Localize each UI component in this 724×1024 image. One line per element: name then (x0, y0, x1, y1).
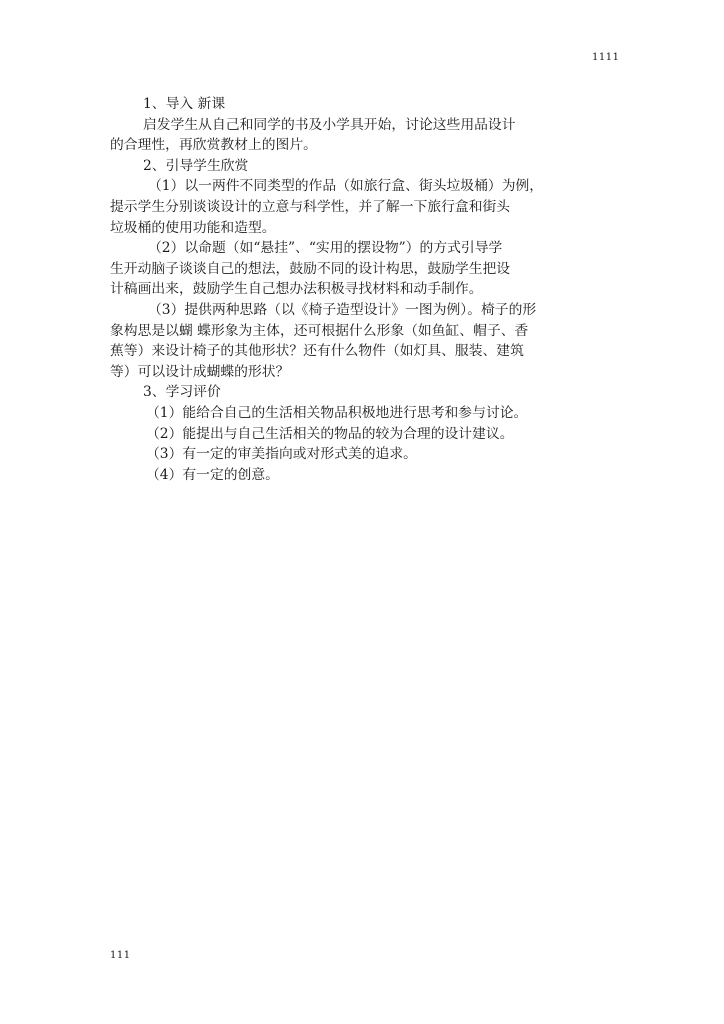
paragraph-line: 等）可以设计成蝴蝶的形状？ (110, 363, 290, 380)
heading-intro: 1、导入 新课 (143, 96, 226, 112)
heading-appreciation: 2、引导学生欣赏 (143, 157, 249, 174)
paragraph-line: 启发学生从自己和同学的书及小学具开始，讨论这些用品设计 (143, 116, 516, 133)
paragraph-line: （1）以一两件不同类型的作品（如旅行盒、街头垃圾桶）为例， (148, 178, 544, 195)
header-page-number: 1111 (592, 52, 620, 63)
heading-evaluation: 3、学习评价 (143, 384, 221, 401)
paragraph-line: 的合理性，再欣赏教材上的图片。 (110, 137, 317, 154)
paragraph-line: （2）以命题（如“悬挂”、“实用的摆设物”）的方式引导学 (148, 240, 503, 257)
paragraph-line: 垃圾桶的使用功能和造型。 (110, 219, 276, 236)
paragraph-line: 提示学生分别谈谈设计的立意与科学性，并了解一下旅行盒和街头 (110, 198, 511, 215)
paragraph-line: 生开动脑子谈谈自己的想法，鼓励不同的设计构思，鼓励学生把设 (110, 260, 511, 277)
paragraph-line: 象构思是以蝴 蝶形象为主体，还可根据什么形象（如鱼缸、帽子、香 (110, 322, 529, 339)
paragraph-line: 计稿画出来，鼓励学生自己想办法积极寻找材料和动手制作。 (110, 281, 483, 298)
list-item: （3）有一定的审美指向或对形式美的追求。 (146, 446, 417, 463)
paragraph-line: 蕉等）来设计椅子的其他形状？还有什么物件（如灯具、服装、建筑 (110, 343, 524, 360)
footer-page-number: 111 (110, 950, 131, 961)
paragraph-line: （3）提供两种思路（以《椅子造型设计》一图为例）。椅子的形 (148, 301, 537, 318)
list-item: （4）有一定的创意。 (146, 466, 279, 483)
list-item: （1）能给合自己的生活相关物品积极地进行思考和参与讨论。 (146, 404, 528, 421)
document-body (110, 94, 622, 485)
list-item: （2）能提出与自己生活相关的物品的较为合理的设计建议。 (146, 425, 514, 442)
